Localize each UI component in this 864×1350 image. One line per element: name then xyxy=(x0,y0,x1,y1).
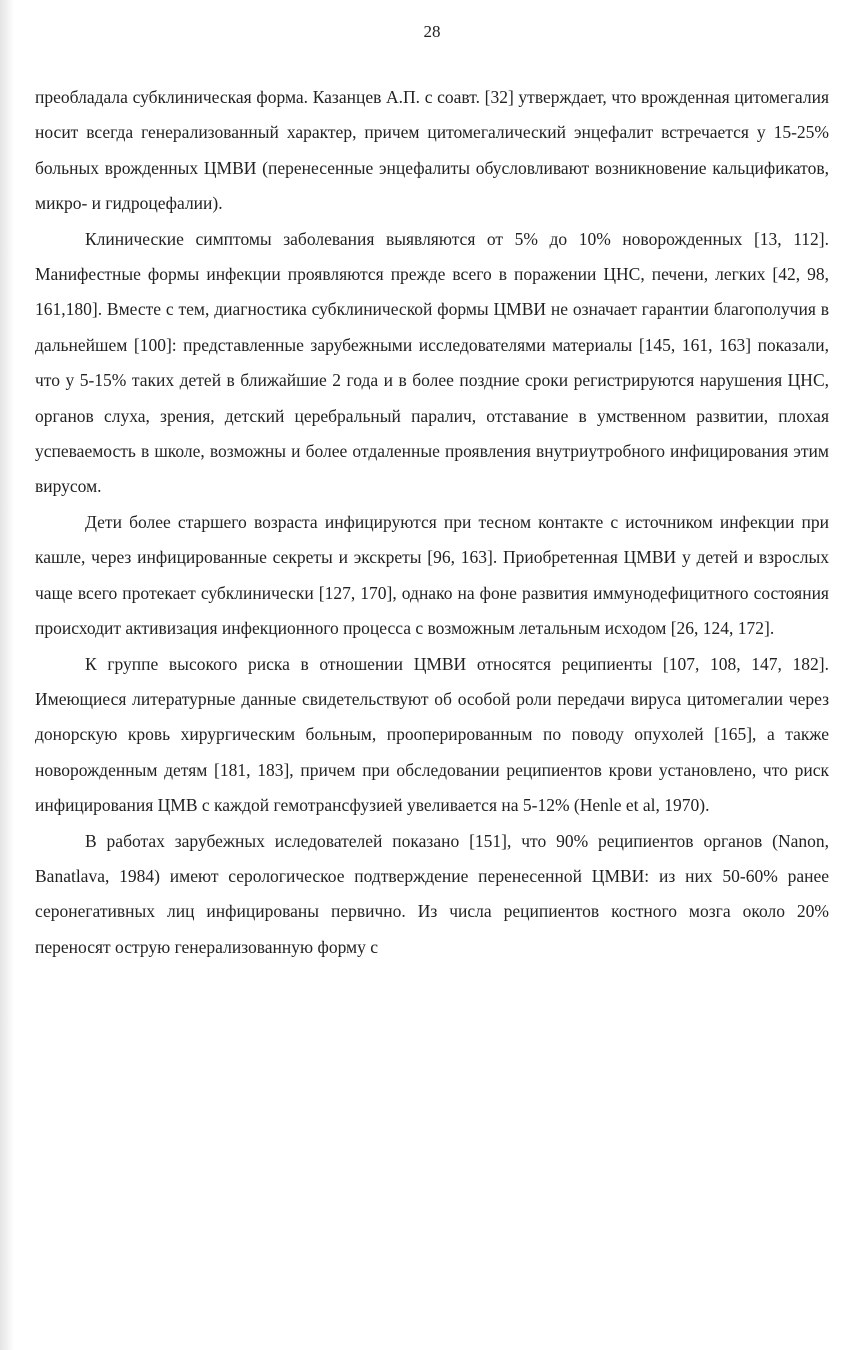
paragraph-3: Дети более старшего возраста инфицируются при тесном контакте с источником инфекции при кашле, через инфицированные секреты и экскреты [96, 163]. Приобретенная ЦМВИ у детей и взрослых чаще всего протекает субклинически [127, 170], однако на фоне развития иммунодефицитного состояния происходит активизация инфекционного процесса с возможным летальным исходом [26, 124, 172]. xyxy=(35,511,829,639)
scan-edge-shadow xyxy=(0,0,14,1350)
paragraph-1: преобладала субклиническая форма. Казанцев А.П. с соавт. [32] утверждает, что врожденная цитомегалия носит всегда генерализованный характер, причем цитомегалический энцефалит встречается у 15-25% больных врожденных ЦМВИ (перенесенные энцефалиты обусловливают возникновение кальцификатов, микро- и гидроцефалии). xyxy=(35,87,829,214)
paragraph-2: Клинические симптомы заболевания выявляются от 5% до 10% новорожденных [13, 112]. Манифестные формы инфекции проявляются прежде всего в поражении ЦНС, печени, легких [42, 98, 161,180]. Вместе с тем, диагностика субклинической формы ЦМВИ не означает гарантии благополучия в дальнейшем [100]: представленные зарубежными исследователями материалы [145, 161, 163] показали, что у 5-15% таких детей в ближайшие 2 года и в более поздние сроки регистрируются нарушения ЦНС, органов слуха, зрения, детский церебральный паралич, отставание в умственном развитии, плохая успеваемость в школе, возможны и более отдаленные проявления внутриутробного инфицирования этим вирусом. xyxy=(35,228,829,497)
page-number: 28 xyxy=(423,22,441,41)
paragraph-5: В работах зарубежных иследователей показано [151], что 90% реципиентов органов (Nanon, Banatlava, 1984) имеют серологическое подтверждение перенесенной ЦМВИ: из них 50-60% ранее серонегативных лиц инфицированы первично. Из числа реципиентов костного мозга около 20% переносят острую генерализованную форму с xyxy=(35,830,829,957)
paragraph-4: К группе высокого риска в отношении ЦМВИ относятся реципиенты [107, 108, 147, 182]. Имеющиеся литературные данные свидетельствуют об особой роли передачи вируса цитомегалии через донорскую кровь хирургическим больным, прооперированным по поводу опухолей [165], а также новорожденным детям [181, 183], причем при обследовании реципиентов крови установлено, что риск инфицирования ЦМВ с каждой гемотрансфузией увеливается на 5-12% (Henle et al, 1970). xyxy=(35,653,829,816)
body-text xyxy=(35,80,829,965)
